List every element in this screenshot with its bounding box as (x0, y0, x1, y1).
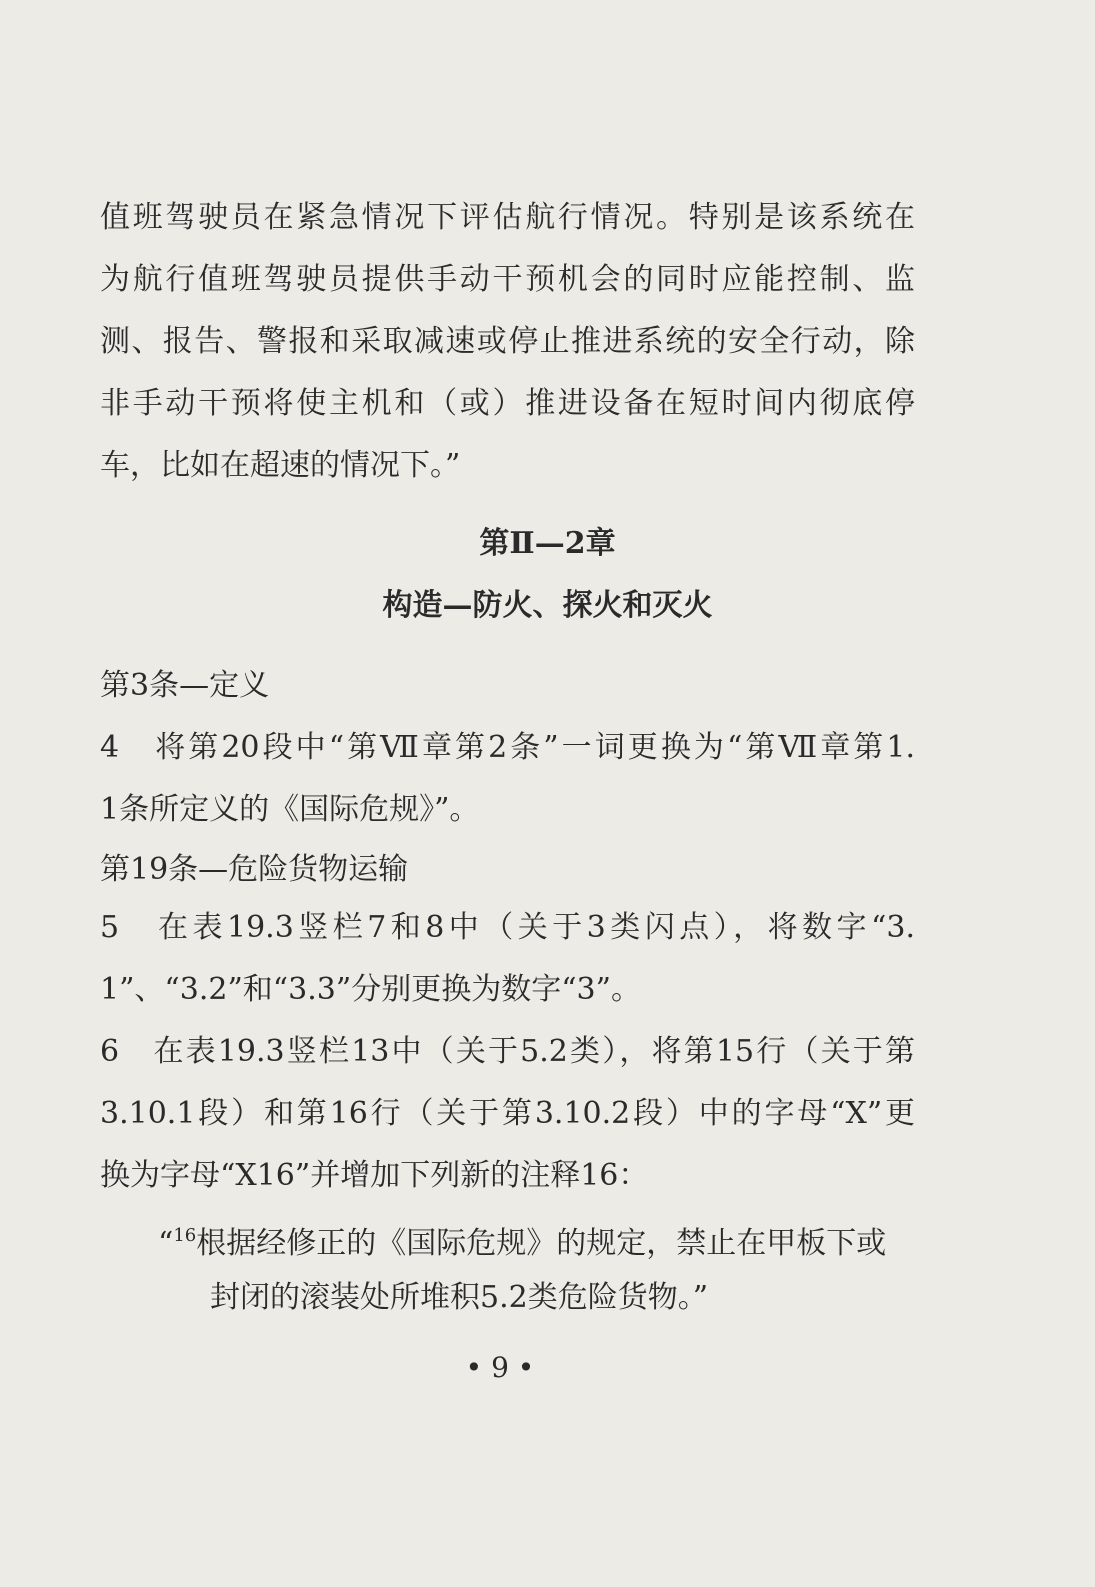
paragraph-4-line-1: 4 将第20段中“第Ⅶ章第2条”一词更换为“第Ⅶ章第1. (100, 730, 915, 765)
chapter-subtitle: 构造—防火、探火和灭火 (382, 588, 713, 623)
paragraph-6-line-1: 6 在表19.3竖栏13中（关于5.2类），将第15行（关于第 (100, 1034, 915, 1069)
paragraph-6-line-3: 换为字母“X16”并增加下列新的注释16： (100, 1158, 649, 1193)
body-line-4: 非手动干预将使主机和（或）推进设备在短时间内彻底停 (100, 386, 915, 421)
regulation-19-heading: 第19条—危险货物运输 (100, 852, 409, 887)
paragraph-6-line-2: 3.10.1段）和第16行（关于第3.10.2段）中的字母“X”更 (100, 1096, 915, 1131)
chapter-title: 第Ⅱ—2章 (479, 526, 616, 561)
page-number: • 9 • (465, 1351, 535, 1384)
body-line-3: 测、报告、警报和采取减速或停止推进系统的安全行动，除 (100, 324, 915, 359)
note-16-line-2: 封闭的滚装处所堆积5.2类危险货物。” (210, 1280, 709, 1315)
note-open-quote: “ (158, 1226, 174, 1261)
paragraph-4-line-2: 1条所定义的《国际危规》”。 (100, 792, 480, 827)
paragraph-5-line-1: 5 在表19.3竖栏7和8中（关于3类闪点），将数字“3. (100, 910, 915, 945)
body-line-5: 车，比如在超速的情况下。” (100, 448, 461, 483)
body-line-2: 为航行值班驾驶员提供手动干预机会的同时应能控制、监 (100, 262, 915, 297)
body-line-1: 值班驾驶员在紧急情况下评估航行情况。特别是该系统在 (100, 200, 915, 235)
note-number: 16 (173, 1225, 197, 1246)
note-text-1: 根据经修正的《国际危规》的规定，禁止在甲板下或 (196, 1226, 887, 1261)
note-16-line-1 (158, 1216, 886, 1264)
regulation-3-heading: 第3条—定义 (100, 668, 270, 703)
paragraph-5-line-2: 1”、“3.2”和“3.3”分别更换为数字“3”。 (100, 972, 641, 1007)
